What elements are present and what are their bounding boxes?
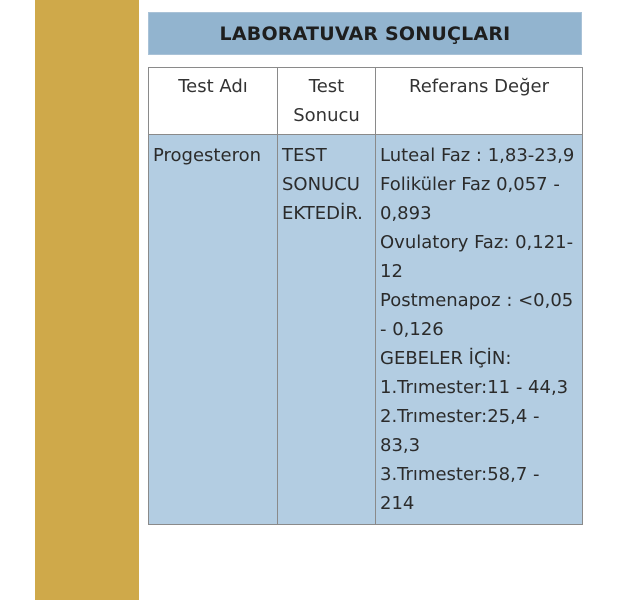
reference-line: GEBELER İÇİN: bbox=[380, 348, 512, 369]
cell-reference bbox=[376, 135, 583, 525]
table-header-row bbox=[149, 68, 583, 135]
sidebar-accent-bar bbox=[35, 0, 139, 600]
column-header-test-name: Test Adı bbox=[149, 68, 278, 135]
reference-line: Postmenapoz : <0,05 - 0,126 bbox=[380, 290, 574, 340]
lab-results-table bbox=[148, 67, 583, 525]
reference-line: Foliküler Faz 0,057 - 0,893 bbox=[380, 174, 560, 224]
column-header-reference: Referans Değer bbox=[376, 68, 583, 135]
cell-test-result: TEST SONUCU EKTEDİR. bbox=[278, 135, 376, 525]
section-title: LABORATUVAR SONUÇLARI bbox=[219, 22, 511, 45]
reference-line: Luteal Faz : 1,83-23,9 bbox=[380, 145, 575, 166]
cell-test-name: Progesteron bbox=[149, 135, 278, 525]
column-header-test-result: Test Sonucu bbox=[278, 68, 376, 135]
reference-line: 1.Trımester:11 - 44,3 bbox=[380, 377, 569, 398]
table-row bbox=[149, 135, 583, 525]
reference-line: 3.Trımester:58,7 - 214 bbox=[380, 464, 540, 514]
reference-line: 2.Trımester:25,4 - 83,3 bbox=[380, 406, 540, 456]
section-title-bar bbox=[148, 12, 582, 55]
reference-line: Ovulatory Faz: 0,121-12 bbox=[380, 232, 574, 282]
